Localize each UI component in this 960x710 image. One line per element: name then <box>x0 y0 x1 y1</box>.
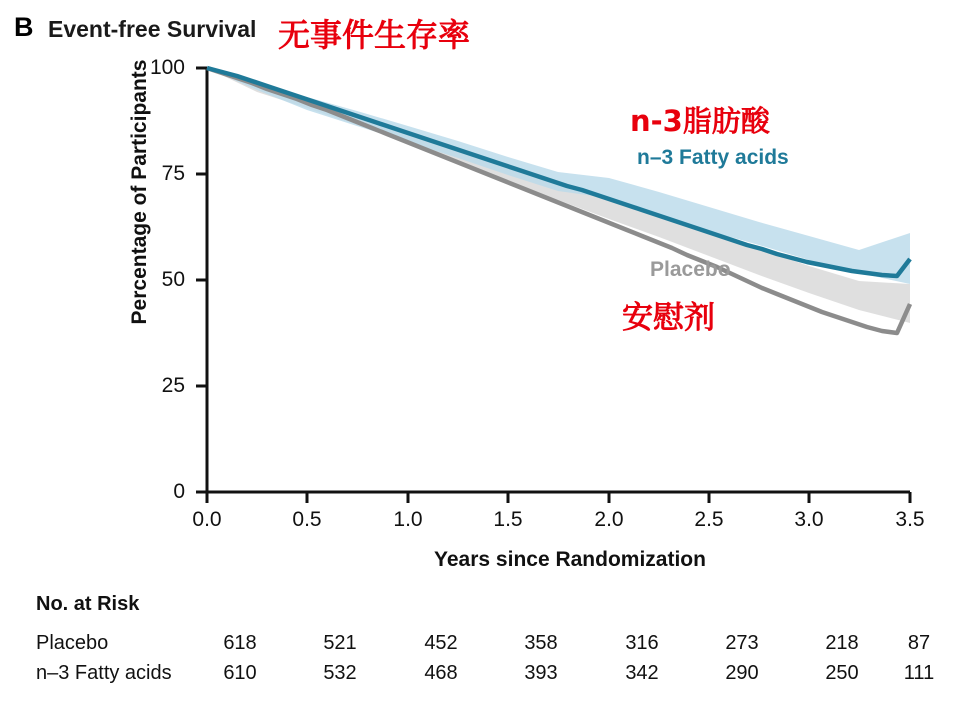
y-tick-0: 0 <box>173 480 185 503</box>
risk-cell: 218 <box>825 632 859 654</box>
x-tick-2: 1.0 <box>393 508 423 531</box>
x-tick-4: 2.0 <box>594 508 624 531</box>
y-tick-50: 50 <box>161 268 185 291</box>
risk-cell: 618 <box>223 632 257 654</box>
risk-cell: 87 <box>907 632 931 654</box>
legend-n3-label: n–3 Fatty acids <box>637 146 789 169</box>
risk-cell: 468 <box>424 662 458 684</box>
x-tick-3: 1.5 <box>493 508 523 531</box>
y-tick-25: 25 <box>161 374 185 397</box>
risk-cell: 521 <box>323 632 357 654</box>
risk-row-label-placebo: Placebo <box>36 632 109 654</box>
risk-cell: 250 <box>825 662 859 684</box>
panel-letter: B <box>14 12 34 42</box>
risk-row-label-n3: n–3 Fatty acids <box>36 662 172 684</box>
y-tick-100: 100 <box>149 56 185 79</box>
x-axis-label: Years since Randomization <box>434 548 706 571</box>
legend-placebo-label: Placebo <box>650 258 731 281</box>
y-tick-75: 75 <box>161 162 185 185</box>
risk-cell: 111 <box>903 662 935 684</box>
risk-cell: 610 <box>223 662 257 684</box>
annotation-placebo-chinese: 安慰剂 <box>622 300 715 336</box>
annotation-n3-chinese: n-3脂肪酸 <box>630 104 770 138</box>
risk-table-title: No. at Risk <box>36 593 140 615</box>
x-tick-5: 2.5 <box>694 508 724 531</box>
risk-cell: 393 <box>524 662 558 684</box>
x-tick-7: 3.5 <box>895 508 925 531</box>
panel-title-chinese: 无事件生存率 <box>278 16 471 54</box>
risk-cell: 273 <box>725 632 759 654</box>
risk-cell: 290 <box>725 662 759 684</box>
risk-cell: 358 <box>524 632 558 654</box>
x-tick-0: 0.0 <box>192 508 222 531</box>
risk-cell: 316 <box>625 632 659 654</box>
page-title: Event-free Survival <box>48 16 257 42</box>
risk-cell: 532 <box>323 662 357 684</box>
x-tick-6: 3.0 <box>794 508 824 531</box>
risk-cell: 342 <box>625 662 659 684</box>
x-tick-1: 0.5 <box>292 508 322 531</box>
y-axis-label: Percentage of Participants <box>128 59 151 325</box>
risk-cell: 452 <box>424 632 458 654</box>
